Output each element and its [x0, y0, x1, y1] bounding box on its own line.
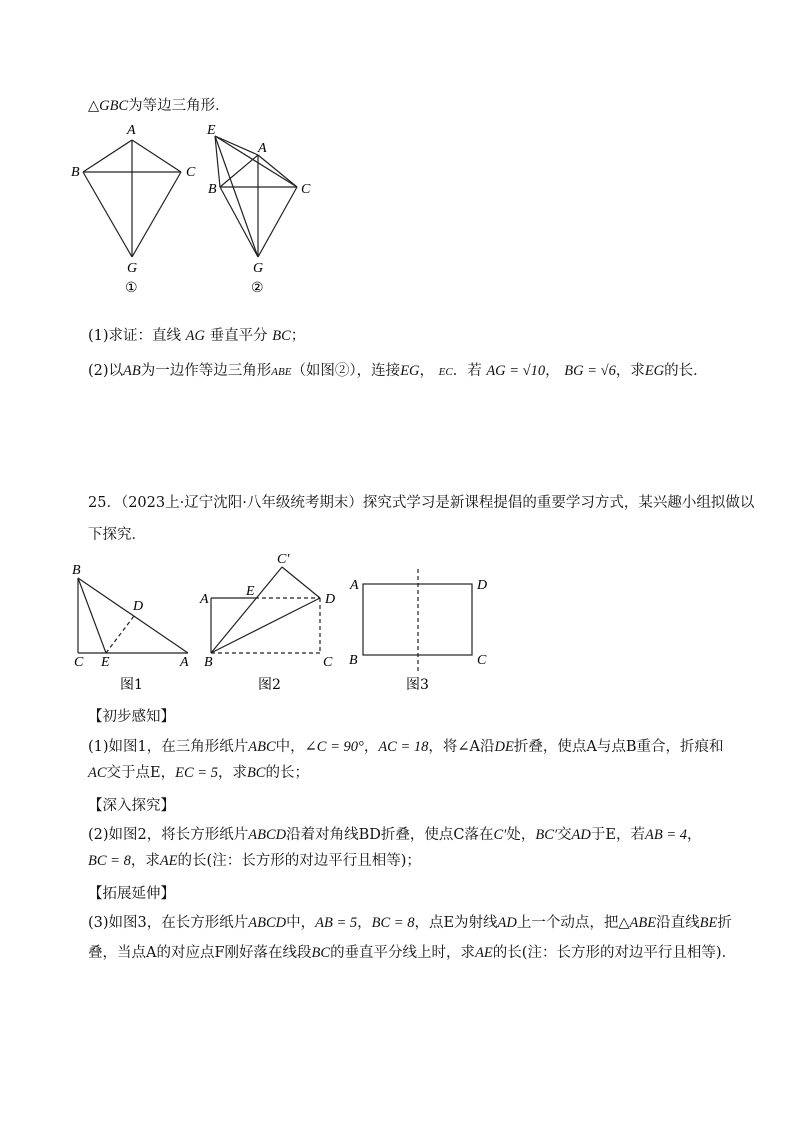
q25-part1-line1: (1)如图1，在三角形纸片ABC中，∠C = 90°，AC = 18，将∠A沿DE折叠，使点A与点B重合，折痕和	[88, 739, 724, 755]
f3-a: A	[350, 578, 359, 593]
section-initial: 【初步感知】	[88, 709, 175, 725]
q25-part2-line2: BC = 8，求AE的长(注：长方形的对边平行且相等)；	[88, 853, 421, 869]
f2-cprime: C′	[277, 552, 290, 567]
f1-c: C	[74, 655, 84, 670]
fig2-label-e: E	[207, 123, 216, 138]
f2-a: A	[200, 592, 209, 607]
f3-d: D	[477, 578, 488, 593]
f2-b: B	[204, 655, 213, 670]
f1-caption: 图1	[120, 677, 143, 693]
q25-part1-line2: AC交于点E，EC = 5，求BC的长；	[88, 765, 309, 781]
q25-line2: 下探究．	[88, 527, 146, 543]
q24-part2: (2)以AB为一边作等边三角形ABE（如图②），连接EG， EC．若 AG = √10， BG = √6，求EG的长．	[88, 363, 708, 379]
f1-d: D	[133, 599, 144, 614]
fig2-label-a: A	[258, 141, 267, 156]
f2-caption: 图2	[258, 677, 281, 693]
q25-part3-line1: (3)如图3，在长方形纸片ABCD中，AB = 5，BC = 8，点E为射线AD上一个动点，把△ABE沿直线BE折	[88, 915, 732, 931]
section-deep: 【深入探究】	[88, 798, 175, 814]
bg-equation: BG = √6	[564, 363, 616, 379]
q25-line1: 25．（2023上·辽宁沈阳·八年级统考期末）探究式学习是新课程提倡的重要学习方式，某兴趣小组拟做以	[88, 495, 755, 511]
fig1-label-a: A	[127, 123, 136, 138]
f1-a: A	[180, 655, 189, 670]
fig2-label-g: G	[253, 261, 264, 276]
fig2-caption: ②	[251, 280, 264, 296]
fig1-caption: ①	[125, 280, 138, 296]
q25-part2-line1: (2)如图2，将长方形纸片ABCD沿着对角线BD折叠，使点C落在C′处，BC′交AD于E，若AB = 4，	[88, 827, 702, 843]
f3-caption: 图3	[406, 677, 429, 693]
fig2-label-b: B	[208, 182, 217, 197]
f1-e: E	[101, 655, 110, 670]
f1-b: B	[72, 563, 81, 578]
q24-intro: △GBC为等边三角形．	[88, 98, 230, 114]
f2-d: D	[325, 592, 336, 607]
q25-part3-line2: 叠，当点A的对应点F刚好落在线段BC的垂直平分线上时，求AE的长(注：长方形的对边平行且相等)．	[88, 945, 737, 961]
f3-b: B	[349, 653, 358, 668]
fig1-label-c: C	[186, 165, 196, 180]
fig1-label-g: G	[127, 261, 138, 276]
fig2-label-c: C	[301, 182, 311, 197]
ag-equation: AG = √10	[486, 363, 546, 379]
fig1-label-b: B	[71, 165, 80, 180]
section-extension: 【拓展延伸】	[88, 886, 175, 902]
f2-c: C	[323, 655, 333, 670]
f3-c: C	[477, 653, 487, 668]
q24-part1: (1)求证：直线 AG 垂直平分 BC；	[88, 328, 306, 344]
f2-e: E	[246, 584, 255, 599]
triangle-gbc: △GBC	[88, 98, 129, 114]
